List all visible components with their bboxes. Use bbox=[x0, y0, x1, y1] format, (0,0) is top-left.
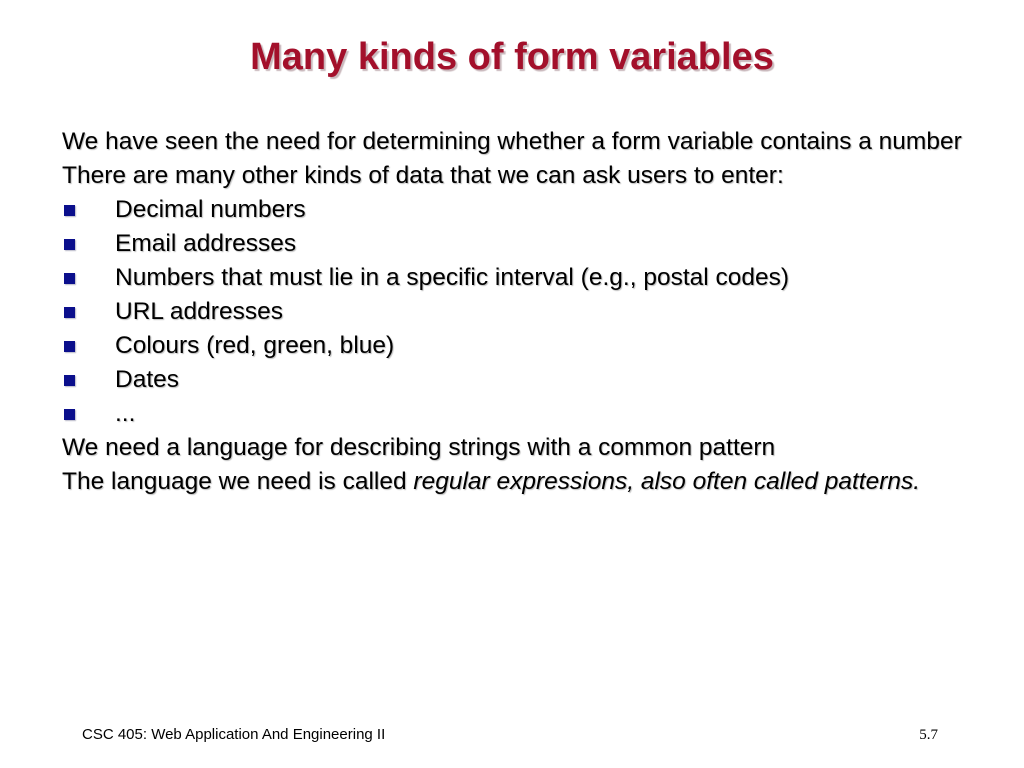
footer-slide-number: 5.7 bbox=[919, 727, 938, 743]
paragraph-other-kinds: There are many other kinds of data that we can ask users to enter: bbox=[62, 162, 784, 189]
square-bullet-icon bbox=[64, 409, 75, 420]
bullet-text: Numbers that must lie in a specific interval (e.g., postal codes) bbox=[115, 264, 790, 291]
regex-intro-text: The language we need is called bbox=[62, 468, 414, 495]
footer-course: CSC 405: Web Application And Engineering II bbox=[82, 726, 386, 743]
regex-term-text: regular expressions, also often called patterns. bbox=[413, 468, 921, 495]
paragraph-language-need: We need a language for describing strings with a common pattern bbox=[62, 434, 776, 461]
paragraph-form-number: We have seen the need for determining whether a form variable contains a number bbox=[62, 128, 962, 155]
square-bullet-icon bbox=[64, 307, 75, 318]
square-bullet-icon bbox=[64, 239, 75, 250]
paragraph-regular-expressions bbox=[62, 465, 972, 499]
square-bullet-icon bbox=[64, 205, 75, 216]
bullet-text: Email addresses bbox=[115, 230, 297, 257]
bullet-item bbox=[62, 363, 972, 397]
bullet-item bbox=[62, 397, 972, 431]
bullet-item bbox=[62, 227, 972, 261]
bullet-text: Colours (red, green, blue) bbox=[115, 332, 395, 359]
square-bullet-icon bbox=[64, 375, 75, 386]
slide-title: Many kinds of form variables bbox=[250, 36, 774, 78]
bullet-text: Decimal numbers bbox=[115, 196, 306, 223]
slide-body bbox=[62, 125, 972, 499]
bullet-item bbox=[62, 261, 972, 295]
bullet-item bbox=[62, 193, 972, 227]
bullet-item bbox=[62, 295, 972, 329]
bullet-text: Dates bbox=[115, 366, 180, 393]
bullet-text: ... bbox=[115, 400, 136, 427]
bullet-text: URL addresses bbox=[115, 298, 283, 325]
bullet-item bbox=[62, 329, 972, 363]
square-bullet-icon bbox=[64, 341, 75, 352]
square-bullet-icon bbox=[64, 273, 75, 284]
